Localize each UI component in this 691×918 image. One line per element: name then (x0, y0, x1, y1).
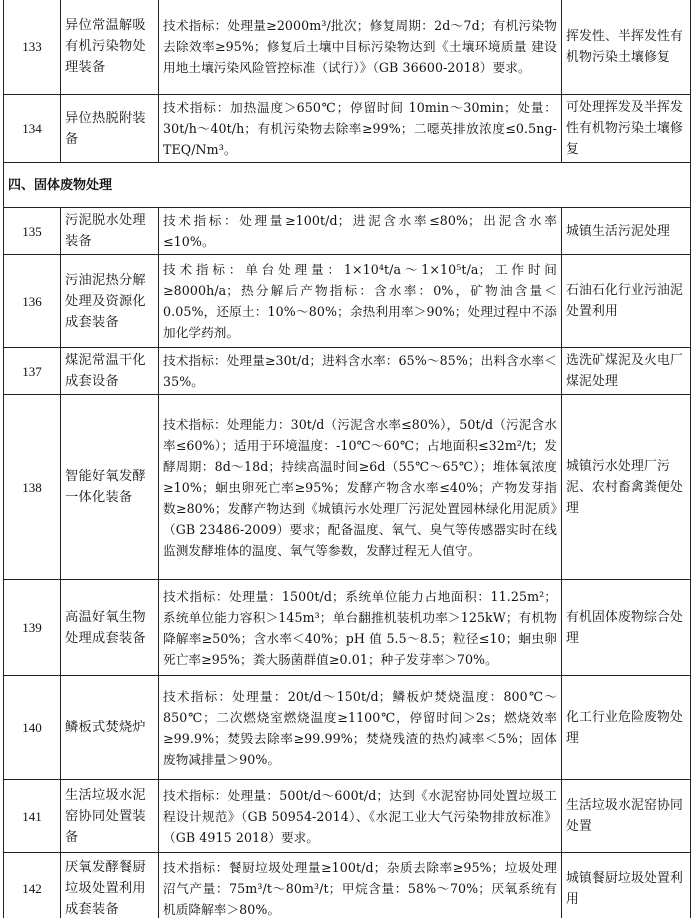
equipment-name: 生活垃圾水泥窑协同处置装备 (61, 780, 159, 853)
application-field: 城镇污水处理厂污泥、农村畜禽粪便处理 (562, 395, 691, 580)
section-row (4, 163, 691, 208)
item-number: 139 (4, 580, 61, 676)
item-number: 140 (4, 676, 61, 780)
technical-indicators: 技术指标：处理量：1500t/d；系统单位能力占地面积：11.25m²；系统单位能力容积＞145m³；单台翻推机装机功率＞125kW；有机物降解率≥50%；含水率＜40%；pH 值 5.5～8.5；粒径≤10；蛔虫卵死亡率≥95%；粪大肠菌群值≥0.01；种子发芽率＞70%。 (159, 580, 562, 676)
equipment-name: 智能好氧发酵一体化装备 (61, 395, 159, 580)
item-number: 135 (4, 208, 61, 255)
section-heading: 四、固体废物处理 (4, 163, 691, 208)
technical-indicators: 技术指标：餐厨垃圾处理量≥100t/d；杂质去除率≥95%；垃圾处理沼气产量：75m³/t～80m³/t；甲烷含量：58%～70%；厌氧系统有机质降解率＞80%。 (159, 853, 562, 918)
equipment-name: 高温好氧生物处理成套装备 (61, 580, 159, 676)
item-number: 133 (4, 0, 61, 95)
technical-indicators: 技术指标：处理能力：30t/d（污泥含水率≤80%），50t/d（污泥含水率≤60%）；适用于环境温度：-10℃～60℃；占地面积≤32m²/t；发酵周期：8d～18d；持续高温时间≥6d（55℃～65℃）；堆体氧浓度≥10%；蛔虫卵死亡率≥95%；发酵产物含水率≤40%；产物发芽指数≥80%；发酵产物达到《城镇污水处理厂污泥处置园林绿化用泥质》（GB 23486-2009）要求；配备温度、氧气、臭气等传感器实时在线监测发酵堆体的温度、氧气等参数，发酵过程无人值守。 (159, 395, 562, 580)
item-number: 142 (4, 853, 61, 918)
table-row (4, 580, 691, 676)
equipment-name: 污油泥热分解处理及资源化成套装备 (61, 255, 159, 348)
table-row (4, 853, 691, 918)
equipment-name: 污泥脱水处理装备 (61, 208, 159, 255)
application-field: 有机固体废物综合处理 (562, 580, 691, 676)
application-field: 挥发性、半挥发性有机物污染土壤修复 (562, 0, 691, 95)
table-row (4, 780, 691, 853)
item-number: 141 (4, 780, 61, 853)
technical-indicators: 技术指标：处理量≥100t/d；进泥含水率≤80%；出泥含水率≤10%。 (159, 208, 562, 255)
table-row (4, 348, 691, 395)
table-row (4, 208, 691, 255)
table-row (4, 395, 691, 580)
technical-indicators: 技术指标：处理量≥30t/d；进料含水率：65%～85%；出料含水率＜35%。 (159, 348, 562, 395)
item-number: 136 (4, 255, 61, 348)
application-field: 化工行业危险废物处理 (562, 676, 691, 780)
table-row (4, 255, 691, 348)
equipment-name: 异位热脱附装备 (61, 95, 159, 163)
equipment-name: 异位常温解吸有机污染物处理装备 (61, 0, 159, 95)
application-field: 可处理挥发及半挥发性有机物污染土壤修复 (562, 95, 691, 163)
application-field: 生活垃圾水泥窑协同处置 (562, 780, 691, 853)
equipment-table (3, 0, 691, 918)
equipment-name: 厌氧发酵餐厨垃圾处置利用成套装备 (61, 853, 159, 918)
item-number: 134 (4, 95, 61, 163)
table-row (4, 0, 691, 95)
item-number: 138 (4, 395, 61, 580)
application-field: 城镇餐厨垃圾处置利用 (562, 853, 691, 918)
item-number: 137 (4, 348, 61, 395)
application-field: 石油石化行业污油泥处置利用 (562, 255, 691, 348)
equipment-name: 煤泥常温干化成套设备 (61, 348, 159, 395)
technical-indicators: 技术指标：处理量：20t/d～150t/d；鳞板炉焚烧温度：800℃～850℃；二次燃烧室燃烧温度≥1100℃，停留时间＞2s；燃烧效率≥99.9%；焚毁去除率≥99.99%；焚烧残渣的热灼减率＜5%；固体废物减排量＞90%。 (159, 676, 562, 780)
technical-indicators: 技术指标：加热温度＞650℃；停留时间 10min～30min；处量：30t/h～40t/h；有机污染物去除率≥99%；二噁英排放浓度≤0.5ng-TEQ/Nm³。 (159, 95, 562, 163)
table-row (4, 95, 691, 163)
application-field: 选洗矿煤泥及火电厂煤泥处理 (562, 348, 691, 395)
technical-indicators: 技术指标：处理量≥2000m³/批次；修复周期：2d～7d；有机污染物去除效率≥95%；修复后土壤中目标污染物达到《土壤环境质量 建设用地土壤污染风险管控标准（试行）》（GB 36600-2018）要求。 (159, 0, 562, 95)
technical-indicators: 技术指标：单台处理量：1×10⁴t/a～1×10⁵t/a；工作时间≥8000h/a；热分解后产物指标：含水率：0%，矿物油含量＜0.05%，还原土：10%～80%；余热利用率＞90%；处理过程中不添加化学药剂。 (159, 255, 562, 348)
technical-indicators: 技术指标：处理量：500t/d～600t/d；达到《水泥窑协同处置垃圾工程设计规范》（GB 50954-2014）、《水泥工业大气污染物排放标准》（GB 4915 2018）要求。 (159, 780, 562, 853)
equipment-name: 鳞板式焚烧炉 (61, 676, 159, 780)
application-field: 城镇生活污泥处理 (562, 208, 691, 255)
table-row (4, 676, 691, 780)
